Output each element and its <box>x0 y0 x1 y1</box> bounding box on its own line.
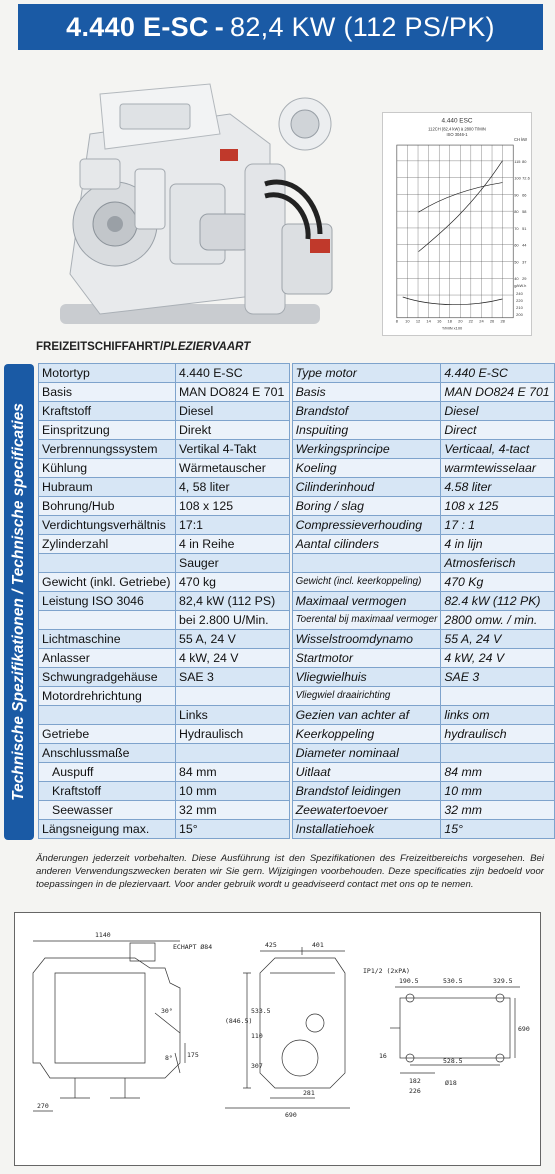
dim-top-c: 329.5 <box>493 977 513 985</box>
chart-tick-ch-7: 40 <box>514 276 519 282</box>
dim-side-angle: 30° <box>161 1007 173 1015</box>
spec-label-de: Leistung ISO 3046 <box>39 592 176 611</box>
chart-tick-fuel-2: 210 <box>516 304 523 310</box>
section-title-nl: PLEZIERVAART <box>163 341 251 353</box>
dim-top-f: 182 <box>409 1077 421 1085</box>
chart-tick-kw-1: 72.6 <box>522 175 530 181</box>
spec-value-de: 10 mm <box>176 782 290 801</box>
disclaimer-de: Änderungen jederzeit vorbehalten. Diese Ausführung ist den Spezifikationen des Freizeitbereichs vorgesehen. Bei anderen Verwendungszwecken beraten wir Sie gern. <box>36 853 544 878</box>
chart-tick-ch-5: 60 <box>514 242 519 248</box>
spec-row <box>39 573 555 592</box>
chart-tick-kw-4: 51 <box>522 225 527 231</box>
spec-label-nl: Vliegwiel draairichting <box>292 687 441 706</box>
chart-x-tick-3: 14 <box>426 318 431 324</box>
spec-label-de: Getriebe <box>39 725 176 744</box>
spec-value-de: Vertikal 4-Takt <box>176 440 290 459</box>
spec-value-nl: 470 Kg <box>441 573 555 592</box>
chart-tick-ch-4: 70 <box>514 225 519 231</box>
spec-value-de: Direkt <box>176 421 290 440</box>
spec-value-de: 82,4 kW (112 PS) <box>176 592 290 611</box>
spec-value-nl <box>441 687 555 706</box>
spec-row <box>39 535 555 554</box>
spec-value-nl: hydraulisch <box>441 725 555 744</box>
power-curve-chart <box>382 112 532 336</box>
spec-value-de: SAE 3 <box>176 668 290 687</box>
dimension-drawing <box>14 912 541 1166</box>
spec-label-nl: Zeewatertoevoer <box>292 801 441 820</box>
spec-value-nl: 10 mm <box>441 782 555 801</box>
spec-value-de: 15° <box>176 820 290 839</box>
dim-top-j: IP1/2 (2xPA) <box>363 967 410 975</box>
spec-value-de: 55 A, 24 V <box>176 630 290 649</box>
spec-label-nl: Cilinderinhoud <box>292 478 441 497</box>
chart-x-tick-9: 26 <box>489 318 495 324</box>
spec-value-de: 4 kW, 24 V <box>176 649 290 668</box>
spec-label-nl: Werkingsprincipe <box>292 440 441 459</box>
spec-value-de: 4 in Reihe <box>176 535 290 554</box>
spec-label-de: Einspritzung <box>39 421 176 440</box>
spec-value-de: 108 x 125 <box>176 497 290 516</box>
spec-value-nl: warmtewisselaar <box>441 459 555 478</box>
spec-label-nl: Gezien van achter af <box>292 706 441 725</box>
front-view <box>225 947 350 1108</box>
dimension-drawing-svg <box>15 913 542 1167</box>
spec-label-de: Schwungradgehäuse <box>39 668 176 687</box>
spec-value-de: MAN DO824 E 701 <box>176 383 290 402</box>
spec-label-nl: Aantal cilinders <box>292 535 441 554</box>
spec-row <box>39 611 555 630</box>
chart-x-tick-7: 22 <box>468 318 474 324</box>
dim-top-e: 528.5 <box>443 1057 463 1065</box>
dim-front-w3: 281 <box>303 1089 315 1097</box>
spec-label-de: Motortyp <box>39 364 176 383</box>
spec-row <box>39 725 555 744</box>
spec-value-de: Links <box>176 706 290 725</box>
spec-row <box>39 744 555 763</box>
chart-tick-kw-7: 29 <box>522 276 527 282</box>
spec-label-de: Zylinderzahl <box>39 535 176 554</box>
side-tab-label: Technische Spezifikationen / Technische specificaties <box>10 403 27 801</box>
spec-row <box>39 706 555 725</box>
dim-top-g: 226 <box>409 1087 421 1095</box>
spec-value-de: 470 kg <box>176 573 290 592</box>
spec-row <box>39 459 555 478</box>
spec-value-de: 84 mm <box>176 763 290 782</box>
spec-label-de: Lichtmaschine <box>39 630 176 649</box>
spec-label-nl: Uitlaat <box>292 763 441 782</box>
dim-side-rear: 270 <box>37 1102 49 1110</box>
spec-row <box>39 402 555 421</box>
dim-side-h1: 175 <box>187 1051 199 1059</box>
chart-fuel-curve <box>403 297 503 305</box>
dim-front-h1: (846.5) <box>225 1017 253 1025</box>
spec-label-nl: Basis <box>292 383 441 402</box>
chart-x-tick-5: 18 <box>447 318 452 324</box>
spec-label-nl: Vliegwielhuis <box>292 668 441 687</box>
title-bar <box>18 4 543 50</box>
dim-top-d: 690 <box>518 1025 530 1033</box>
chart-tick-ch-0: 115 <box>514 158 521 164</box>
chart-tick-kw-5: 44 <box>522 242 527 248</box>
chart-x-tick-8: 24 <box>479 318 484 324</box>
spec-value-nl: 4 kW, 24 V <box>441 649 555 668</box>
spec-row <box>39 630 555 649</box>
spec-row <box>39 763 555 782</box>
spec-value-nl: 2800 omw. / min. <box>441 611 555 630</box>
spec-row <box>39 478 555 497</box>
chart-tick-kw-3: 58 <box>522 209 527 215</box>
model-name: 4.440 E-SC <box>66 11 209 42</box>
spec-label-nl: Compressieverhouding <box>292 516 441 535</box>
spec-value-nl <box>441 744 555 763</box>
dim-front-w4: 690 <box>285 1111 297 1119</box>
spec-row <box>39 801 555 820</box>
chart-unit-fuel: g/kW.h <box>514 283 527 289</box>
disclaimer-note <box>36 852 544 892</box>
section-title-de: FREIZEITSCHIFFAHRT/ <box>36 341 164 353</box>
spec-label-de: Verdichtungsverhältnis <box>39 516 176 535</box>
spec-label-de: Seewasser <box>39 801 176 820</box>
spec-label-de: Anschlussmaße <box>39 744 176 763</box>
spec-label-nl: Toerental bij maximaal vermoger <box>292 611 441 630</box>
spec-row <box>39 649 555 668</box>
chart-y-ticks <box>514 159 530 317</box>
spec-value-nl: 15° <box>441 820 555 839</box>
chart-x-tick-6: 20 <box>458 318 463 324</box>
spec-label-de: Auspuff <box>39 763 176 782</box>
chart-x-tick-1: 10 <box>405 318 410 324</box>
spec-label-nl: Boring / slag <box>292 497 441 516</box>
spec-value-de <box>176 687 290 706</box>
spec-label-de: Gewicht (inkl. Getriebe) <box>39 573 176 592</box>
spec-row <box>39 820 555 839</box>
side-view <box>33 941 185 1111</box>
section-title <box>36 341 250 353</box>
chart-tick-fuel-0: 240 <box>516 291 523 297</box>
dim-side-length: 1140 <box>95 931 111 939</box>
spec-label-de: Bohrung/Hub <box>39 497 176 516</box>
side-tab <box>4 364 34 840</box>
spec-row <box>39 383 555 402</box>
spec-value-nl: 84 mm <box>441 763 555 782</box>
spec-label-nl: Wisselstroomdynamo <box>292 630 441 649</box>
spec-value-de: Sauger <box>176 554 290 573</box>
spec-table-body <box>39 364 555 839</box>
chart-tick-fuel-1: 220 <box>516 297 523 303</box>
spec-value-de: 4.440 E-SC <box>176 364 290 383</box>
spec-row <box>39 592 555 611</box>
spec-label-de <box>39 554 176 573</box>
spec-value-de: Diesel <box>176 402 290 421</box>
spec-value-de: bei 2.800 U/Min. <box>176 611 290 630</box>
spec-row <box>39 687 555 706</box>
spec-label-de: Verbrennungssystem <box>39 440 176 459</box>
spec-value-de <box>176 744 290 763</box>
spec-label-nl: Maximaal vermogen <box>292 592 441 611</box>
spec-row <box>39 440 555 459</box>
spec-label-nl: Inspuiting <box>292 421 441 440</box>
chart-subtitle-1: 112CH (82,4 kW) à 2800 T/MIN <box>428 126 486 132</box>
chart-curves <box>403 161 503 305</box>
spec-value-nl: links om <box>441 706 555 725</box>
dim-front-h3: 110 <box>251 1032 263 1040</box>
spec-value-de: 4, 58 liter <box>176 478 290 497</box>
dim-side-angle2: 8° <box>165 1054 173 1062</box>
spec-row <box>39 516 555 535</box>
spec-value-nl: 4.440 E-SC <box>441 364 555 383</box>
dim-top-i: 16 <box>379 1052 387 1060</box>
chart-unit-right: CH kW <box>513 137 528 143</box>
chart-tick-kw-0: 80 <box>522 158 527 164</box>
spec-value-nl: SAE 3 <box>441 668 555 687</box>
spec-value-nl: 82.4 kW (112 PK) <box>441 592 555 611</box>
spec-label-de: Kühlung <box>39 459 176 478</box>
spec-value-nl: 55 A, 24 V <box>441 630 555 649</box>
spec-value-nl: Atmosferisch <box>441 554 555 573</box>
chart-tick-ch-3: 80 <box>514 209 519 215</box>
spec-value-de: 32 mm <box>176 801 290 820</box>
chart-x-tick-0: 8 <box>395 318 398 324</box>
dim-side-exhaust: ECHAPT Ø84 <box>173 943 213 951</box>
spec-label-nl: Keerkoppeling <box>292 725 441 744</box>
dim-front-h4: 307 <box>251 1062 263 1070</box>
spec-label-nl: Diameter nominaal <box>292 744 441 763</box>
spec-label-nl: Gewicht (incl. keerkoppeling) <box>292 573 441 592</box>
spec-label-nl: Brandstof leidingen <box>292 782 441 801</box>
spec-label-nl: Installatiehoek <box>292 820 441 839</box>
title-separator: - <box>214 11 225 42</box>
chart-x-tick-10: 28 <box>500 318 505 324</box>
dim-top-a: 190.5 <box>399 977 419 985</box>
dim-top-b: 530.5 <box>443 977 463 985</box>
chart-tick-ch-6: 50 <box>514 259 519 265</box>
spec-label-nl: Type motor <box>292 364 441 383</box>
spec-value-nl: Diesel <box>441 402 555 421</box>
spec-value-nl: 4 in lijn <box>441 535 555 554</box>
spec-value-nl: MAN DO824 E 701 <box>441 383 555 402</box>
chart-tick-ch-2: 90 <box>514 192 519 198</box>
spec-label-nl: Brandstof <box>292 402 441 421</box>
spec-table <box>38 363 555 839</box>
spec-label-nl <box>292 554 441 573</box>
spec-label-de: Hubraum <box>39 478 176 497</box>
dim-front-h2: 533.5 <box>251 1007 271 1015</box>
spec-label-de <box>39 611 176 630</box>
spec-row <box>39 421 555 440</box>
chart-title: 4.440 ESC <box>441 117 473 125</box>
disclaimer-nl: Wijzigingen voorbehouden. Deze specificaties zijn bedoeld voor toepassingen in de pleziervaart. Voor ander gebruik wordt u geadviseerd contact met ons op te nemen. <box>36 866 544 891</box>
power-rating: 82,4 KW (112 PS/PK) <box>230 11 495 42</box>
spec-row <box>39 782 555 801</box>
chart-tick-kw-6: 37 <box>522 259 527 265</box>
spec-label-de: Anlasser <box>39 649 176 668</box>
dim-front-w2: 401 <box>312 941 324 949</box>
chart-x-ticks <box>396 319 506 331</box>
spec-value-nl: 4.58 liter <box>441 478 555 497</box>
chart-subtitle-2: ISO 3046-1 <box>446 132 468 138</box>
spec-label-de <box>39 706 176 725</box>
spec-label-de: Kraftstoff <box>39 782 176 801</box>
dim-top-h: Ø18 <box>445 1079 457 1087</box>
spec-row <box>39 668 555 687</box>
chart-tick-ch-1: 100 <box>514 175 521 181</box>
spec-value-nl: Direct <box>441 421 555 440</box>
spec-value-de: Wärmetauscher <box>176 459 290 478</box>
chart-x-tick-2: 12 <box>415 318 421 324</box>
engine-photo <box>20 74 365 340</box>
spec-label-nl: Koeling <box>292 459 441 478</box>
spec-row <box>39 497 555 516</box>
chart-xlabel: T/MIN x100 <box>441 325 463 331</box>
spec-label-nl: Startmotor <box>292 649 441 668</box>
spec-value-nl: 32 mm <box>441 801 555 820</box>
chart-x-tick-4: 16 <box>437 318 442 324</box>
spec-value-de: 17:1 <box>176 516 290 535</box>
spec-value-nl: 108 x 125 <box>441 497 555 516</box>
spec-label-de: Basis <box>39 383 176 402</box>
spec-value-de: Hydraulisch <box>176 725 290 744</box>
spec-row <box>39 364 555 383</box>
spec-label-de: Längsneigung max. <box>39 820 176 839</box>
spec-label-de: Motordrehrichtung <box>39 687 176 706</box>
spec-row <box>39 554 555 573</box>
spec-value-nl: Verticaal, 4-tact <box>441 440 555 459</box>
spec-label-de: Kraftstoff <box>39 402 176 421</box>
dim-front-w1: 425 <box>265 941 277 949</box>
chart-tick-kw-2: 66 <box>522 192 527 198</box>
chart-tick-fuel-3: 200 <box>516 311 523 317</box>
spec-value-nl: 17 : 1 <box>441 516 555 535</box>
